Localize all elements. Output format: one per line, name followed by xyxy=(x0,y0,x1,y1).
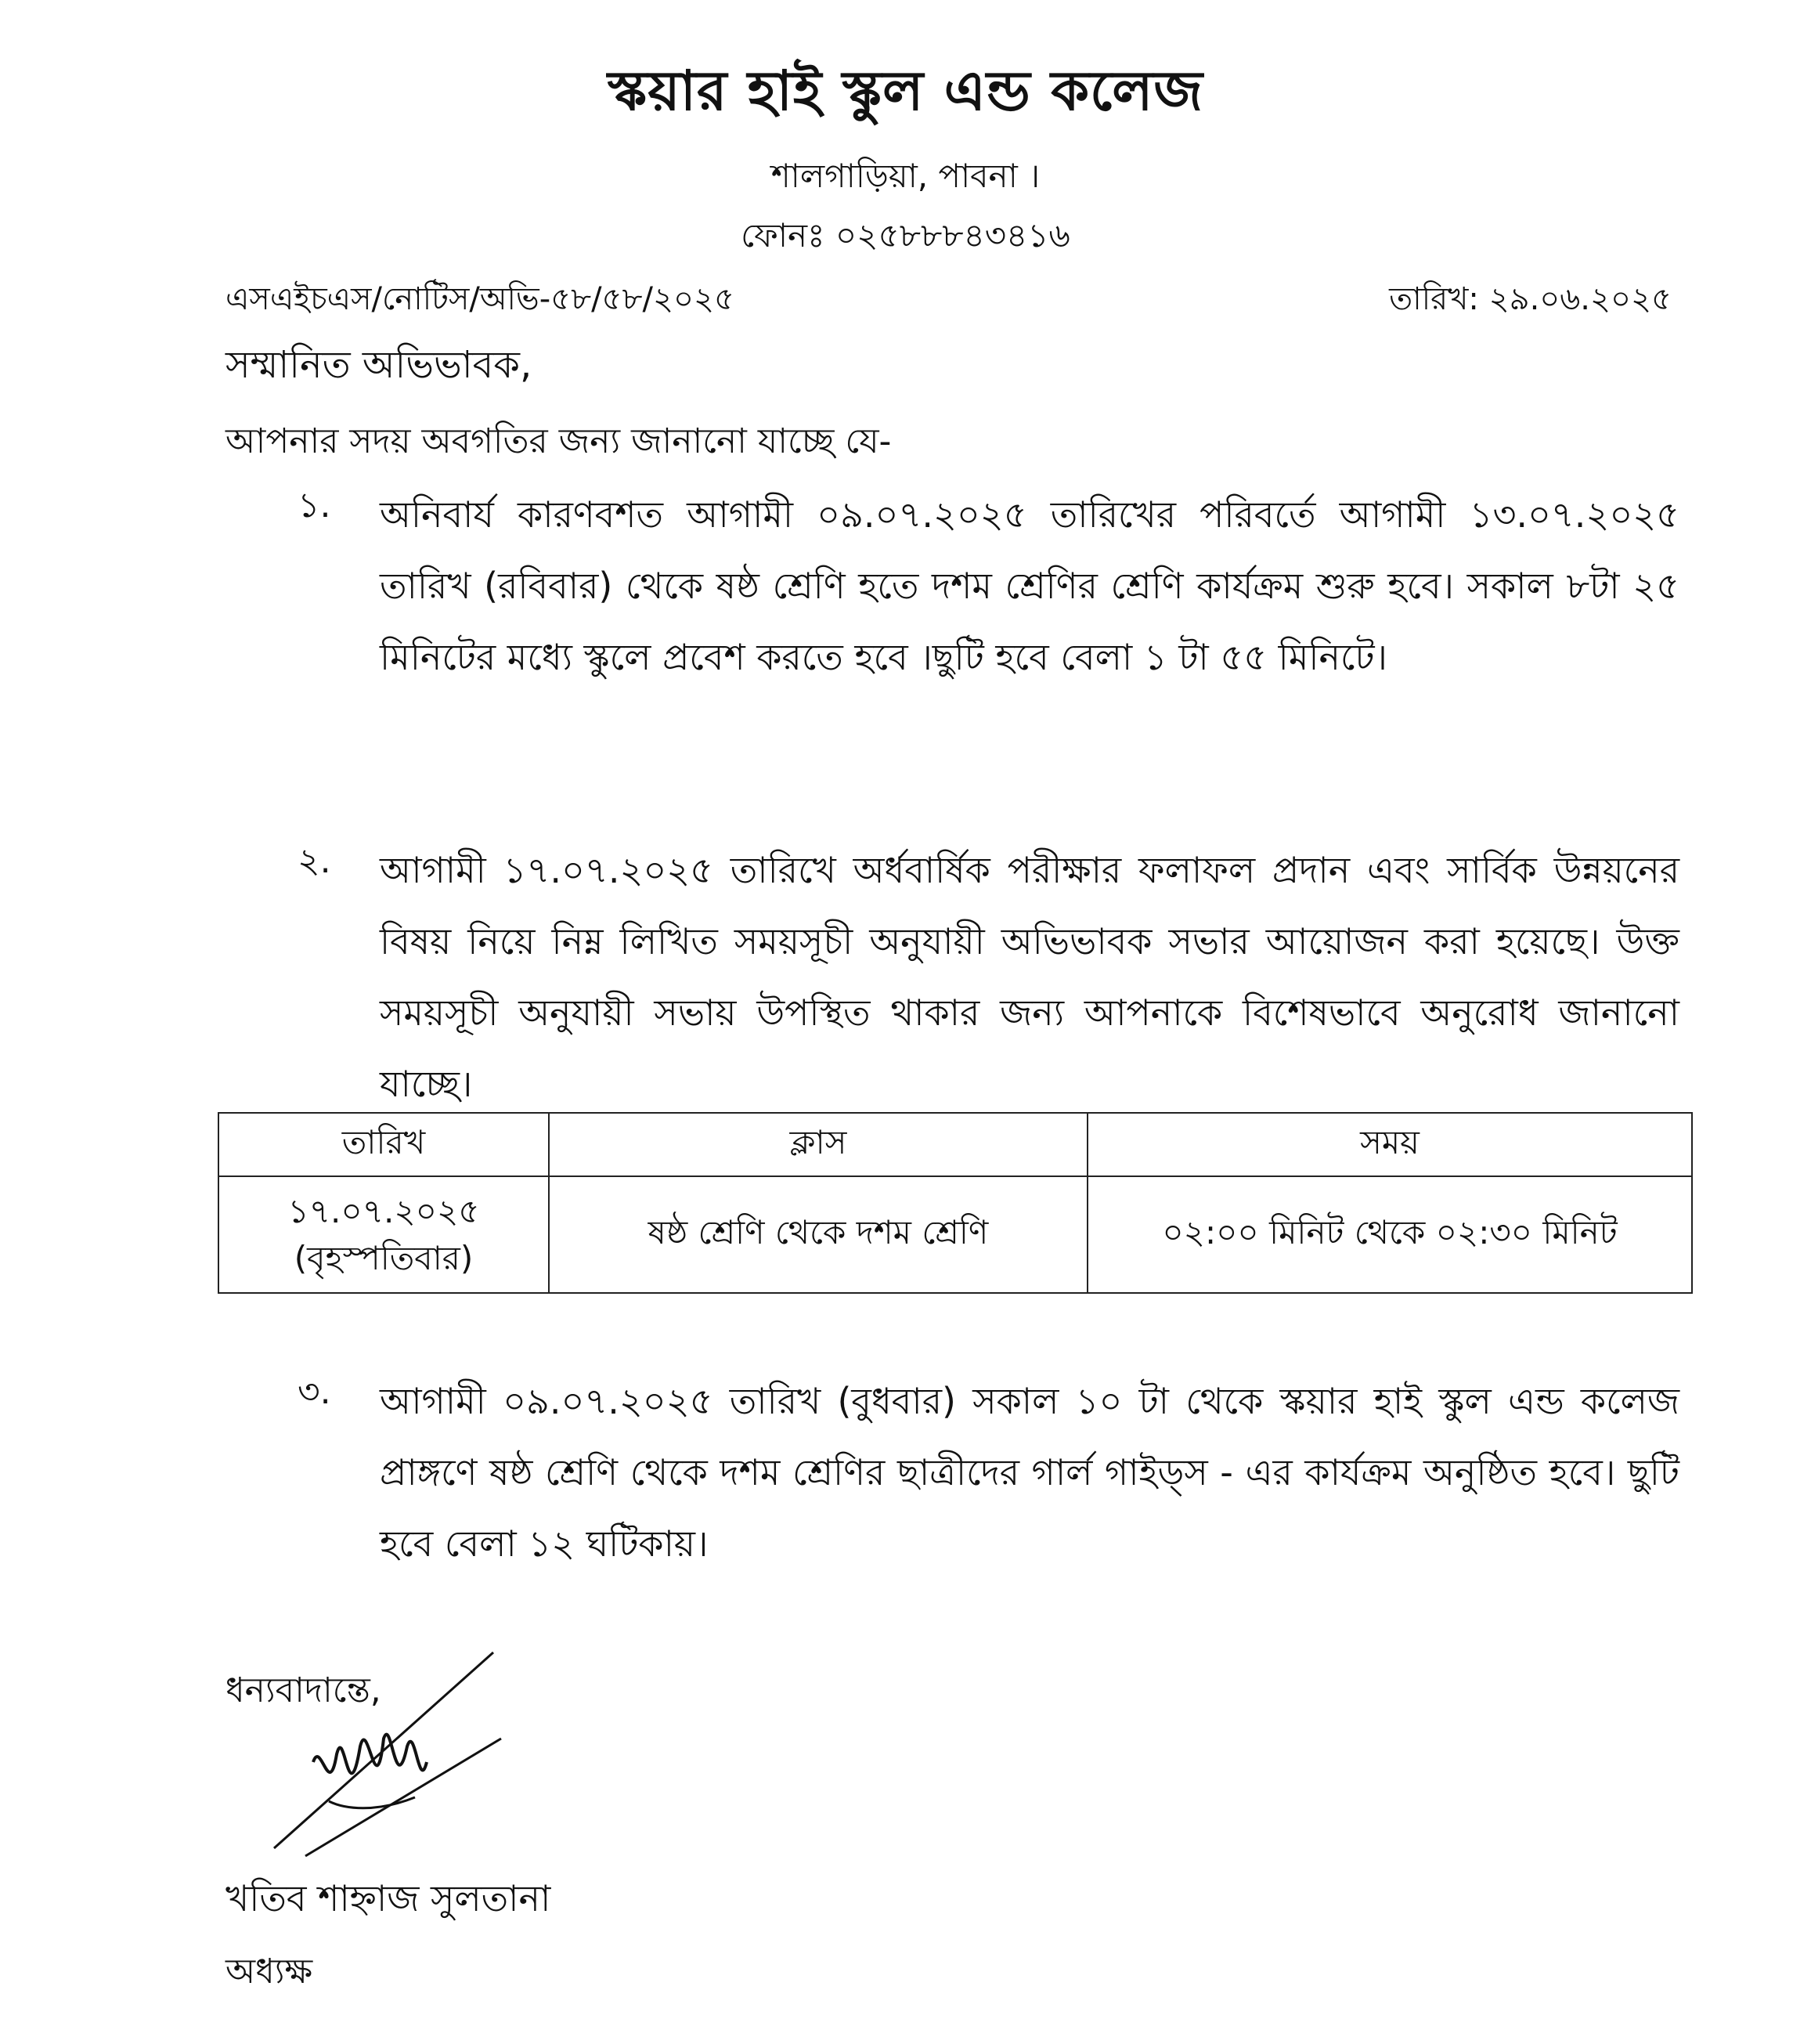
item-number: ১. xyxy=(298,486,331,525)
schedule-date: ১৭.০৭.২০২৫ xyxy=(287,1191,480,1230)
schedule-day: (বৃহস্পতিবার) xyxy=(294,1238,474,1277)
school-phone: ফোনঃ ০২৫৮৮৮৪৩৪১৬ xyxy=(741,216,1070,255)
item-number: ২. xyxy=(298,841,331,881)
cell-time: ০২:০০ মিনিট থেকে ০২:৩০ মিনিট xyxy=(1088,1176,1692,1293)
signer-name: খতিব শাহ্নাজ সুলতানা xyxy=(225,1877,551,1919)
signature-mark xyxy=(258,1645,509,1880)
header-time: সময় xyxy=(1088,1113,1692,1176)
table-row xyxy=(218,1176,1692,1293)
item-text: অনিবার্য কারণবশত আগামী ০৯.০৭.২০২৫ তারিখের পরিবর্তে আগামী ১৩.০৭.২০২৫ তারিখ (রবিবার) থেকে ষষ্ঠ শ্রেণি হতে দশম শ্রেণির শ্রেণি কার্যক্রম শুরু হবে। সকাল ৮টা ২৫ মিনিটের মধ্যে স্কুলে প্রবেশ করতে হবে ।ছুটি হবে বেলা ১ টা ৫৫ মিনিটে। xyxy=(380,493,1680,678)
salutation: সম্মানিত অভিভাবক, xyxy=(225,343,532,387)
header-class: ক্লাস xyxy=(549,1113,1088,1176)
cell-class: ষষ্ঠ শ্রেণি থেকে দশম শ্রেণি xyxy=(549,1176,1088,1293)
reference-number: এসএইচএস/নোটিস/অভি-৫৮/৫৮/২০২৫ xyxy=(225,281,734,317)
school-address: শালগাড়িয়া, পাবনা । xyxy=(770,157,1041,195)
signer-designation: অধ্যক্ষ xyxy=(225,1952,313,1992)
closing-thanks: ধন্যবাদান্তে, xyxy=(225,1670,381,1710)
item-text: আগামী ১৭.০৭.২০২৫ তারিখে অর্ধবার্ষিক পরীক্ষার ফলাফল প্রদান এবং সার্বিক উন্নয়নের বিষয় নিয়ে নিম্ন লিখিত সময়সূচী অনুযায়ী অভিভাবক সভার আয়োজন করা হয়েছে। উক্ত সময়সূচী অনুযায়ী সভায় উপস্থিত থাকার জন্য আপনাকে বিশেষভাবে অনুরোধ জানানো যাচ্ছে। xyxy=(380,849,1679,1105)
item-number: ৩. xyxy=(298,1372,331,1412)
cell-date xyxy=(218,1176,549,1293)
school-name: স্কয়ার হাই স্কুল এন্ড কলেজ xyxy=(607,59,1204,123)
header-date: তারিখ xyxy=(218,1113,549,1176)
notice-date: তারিখ: ২৯.০৬.২০২৫ xyxy=(1389,281,1672,317)
intro-line: আপনার সদয় অবগতির জন্য জানানো যাচ্ছে যে- xyxy=(225,421,892,461)
item-text: আগামী ০৯.০৭.২০২৫ তারিখ (বুধবার) সকাল ১০ টা থেকে স্কয়ার হাই স্কুল এন্ড কলেজ প্রাঙ্গণে ষষ্ঠ শ্রেণি থেকে দশম শ্রেণির ছাত্রীদের গার্ল গাইড্স - এর কার্যক্রম অনুষ্ঠিত হবে। ছুটি হবে বেলা ১২ ঘটিকায়। xyxy=(380,1380,1679,1565)
meeting-schedule-table xyxy=(218,1112,1693,1294)
table-header-row xyxy=(218,1113,1692,1176)
